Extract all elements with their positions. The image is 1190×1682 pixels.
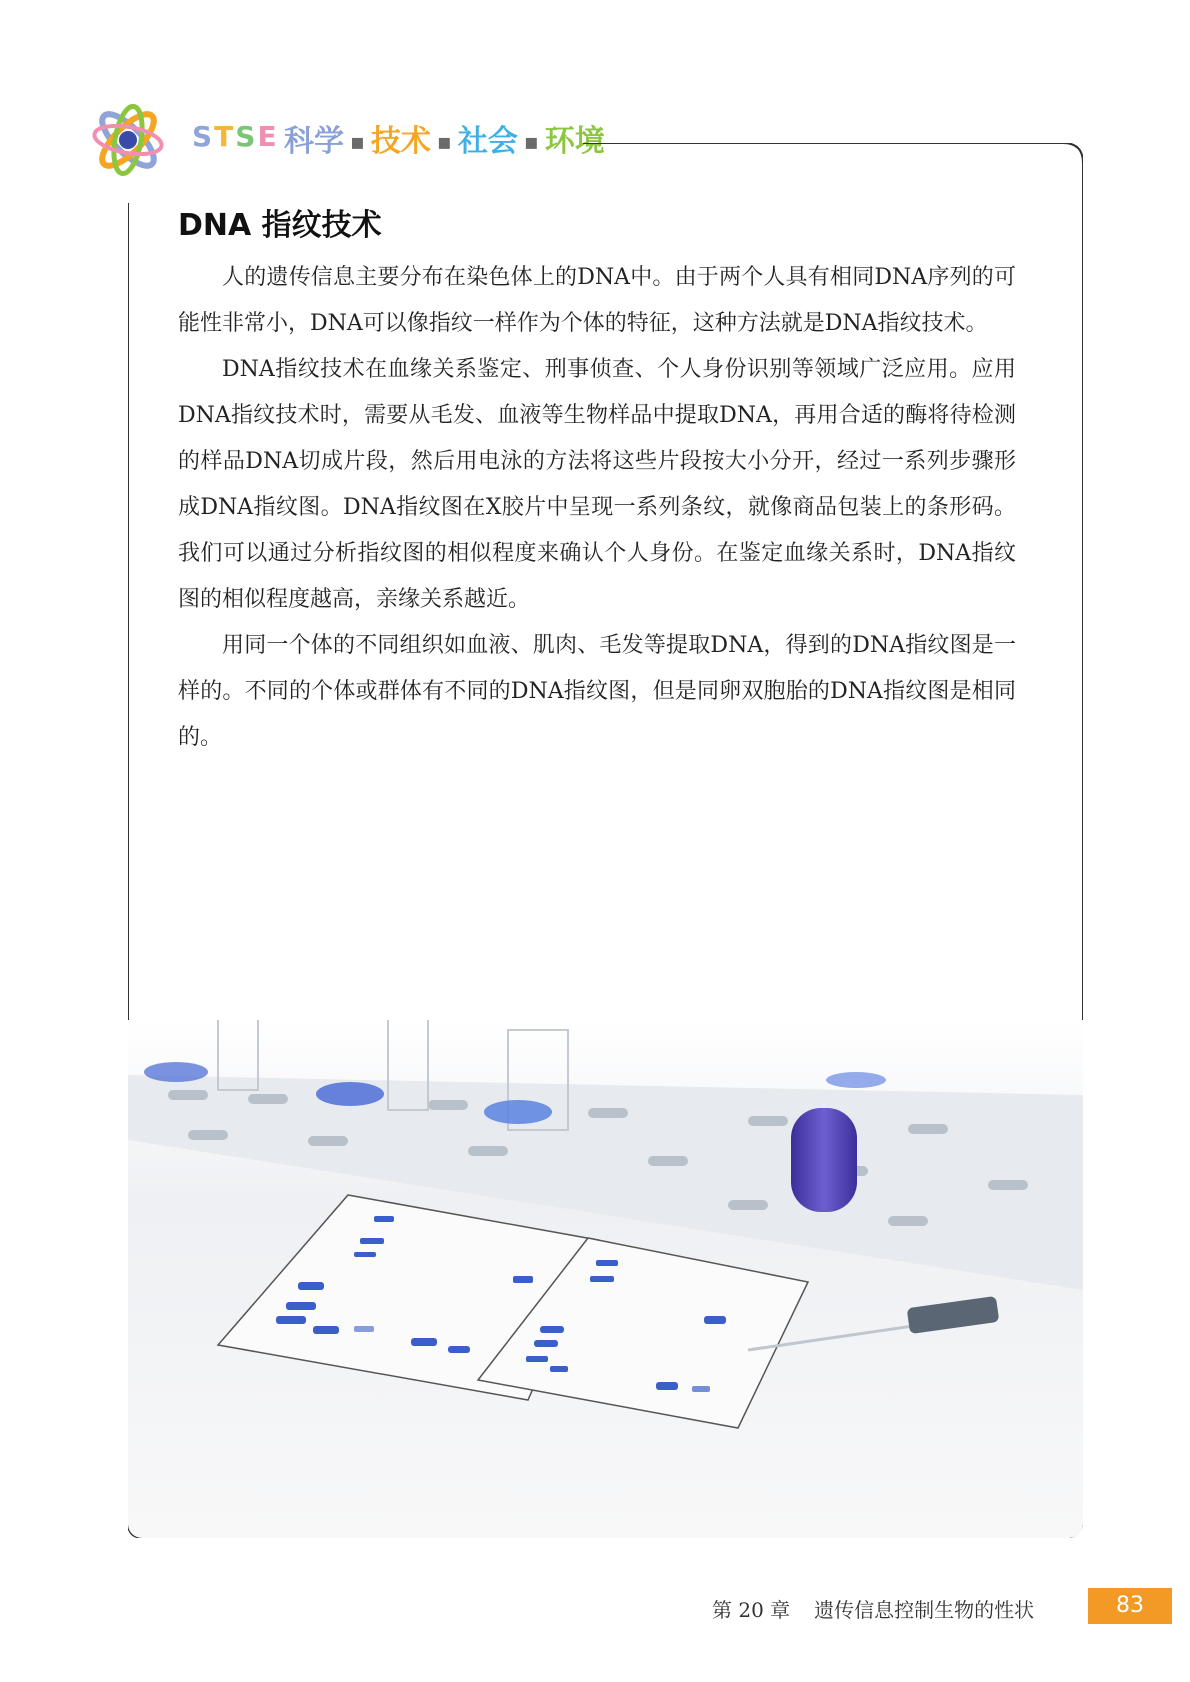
chapter-footer (712, 1594, 1034, 1623)
lab-photo (128, 1020, 1083, 1538)
category-science: 科学 (284, 124, 344, 159)
stse-s2: S (235, 120, 258, 153)
stse-t: T (214, 120, 236, 153)
section-title: DNA 指纹技术 (178, 208, 382, 243)
category-separator: ▪ (436, 130, 452, 155)
article-body (178, 255, 1016, 761)
chapter-title: 遗传信息控制生物的性状 (814, 1598, 1035, 1622)
paragraph-2: DNA指纹技术在血缘关系鉴定、刑事侦查、个人身份识别等领域广泛应用。应用DNA指纹技术时，需要从毛发、血液等生物样品中提取DNA，再用合适的酶将待检测的样品DNA切成片段，然后用电泳的方法将这些片段按大小分开，经过一系列步骤形成DNA指纹图。DNA指纹图在X胶片中呈现一系列条纹，就像商品包装上的条形码。我们可以通过分析指纹图的相似程度来确认个人身份。在鉴定血缘关系时，DNA指纹图的相似程度越高，亲缘关系越近。 (178, 357, 1016, 612)
category-society: 社会 (457, 124, 518, 159)
category-technology: 技术 (370, 124, 431, 159)
page-number: 83 (1088, 1588, 1172, 1624)
category-separator: ▪ (523, 130, 539, 155)
stse-s1: S (192, 120, 215, 153)
category-separator: ▪ (350, 130, 365, 155)
category-environment: 环境 (544, 124, 605, 159)
chapter-number: 第 20 章 (712, 1598, 791, 1622)
paragraph-1: 人的遗传信息主要分布在染色体上的DNA中。由于两个人具有相同DNA序列的可能性非常小，DNA可以像指纹一样作为个体的特征，这种方法就是DNA指纹技术。 (178, 265, 1016, 336)
stse-e: E (257, 120, 279, 153)
paragraph-3: 用同一个体的不同组织如血液、肌肉、毛发等提取DNA，得到的DNA指纹图是一样的。不同的个体或群体有不同的DNA指纹图，但是同卵双胞胎的DNA指纹图是相同的。 (178, 633, 1016, 750)
